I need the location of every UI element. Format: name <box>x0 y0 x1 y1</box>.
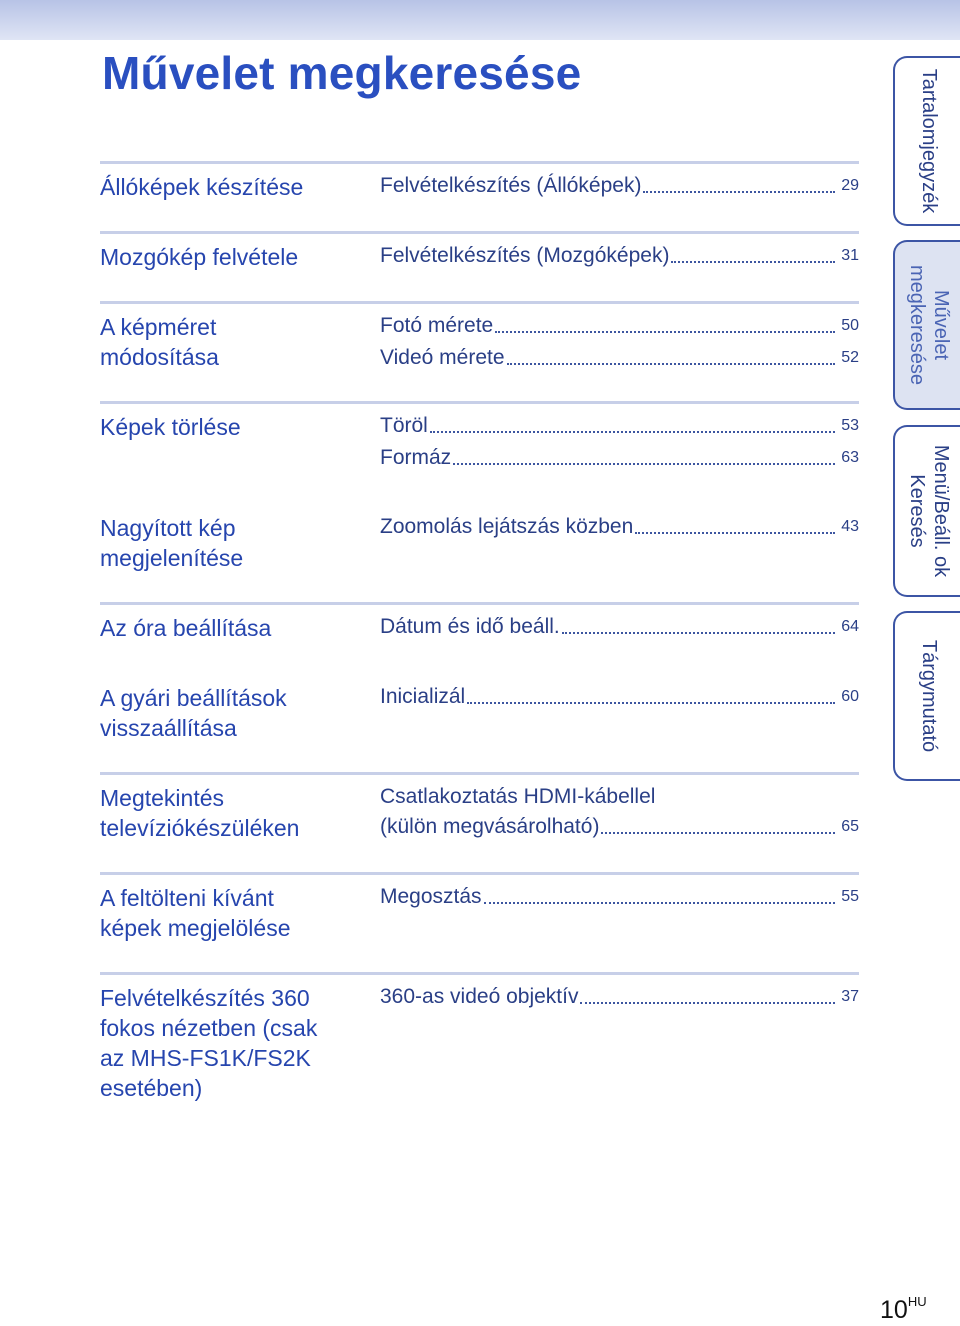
tab-table-of-contents[interactable] <box>893 56 960 226</box>
page-language-suffix: HU <box>907 1294 927 1309</box>
entry-label[interactable]: Dátum és idő beáll. <box>380 615 560 638</box>
section-heading <box>100 412 365 442</box>
entry-label[interactable]: Inicializál <box>380 685 466 708</box>
section-heading-line: megjelenítése <box>100 545 244 571</box>
section-360 <box>100 972 859 1115</box>
entry-label[interactable]: Zoomolás lejátszás közben <box>380 515 634 538</box>
tab-label-line: Menü/Beáll. ok <box>929 444 952 578</box>
toc-entry[interactable] <box>380 343 859 373</box>
entry-label[interactable]: Fotó mérete <box>380 314 494 337</box>
leader-dots <box>643 191 835 193</box>
entry-label-row <box>380 812 859 842</box>
entry-page[interactable]: 52 <box>841 349 859 366</box>
tab-label <box>905 265 953 385</box>
toc-entry[interactable] <box>380 311 859 341</box>
section-reset <box>100 672 859 775</box>
entry-page[interactable]: 43 <box>841 518 859 535</box>
section-heading-line: Nagyított kép <box>100 515 236 541</box>
section-heading-line: Mozgókép felvétele <box>100 244 299 270</box>
entry-label[interactable]: Felvételkészítés (Állóképek) <box>380 174 642 197</box>
section-heading-line: Állóképek készítése <box>100 174 304 200</box>
leader-dots <box>507 363 836 365</box>
entry-label[interactable]: Megosztás <box>380 885 482 908</box>
leader-dots <box>453 463 835 465</box>
toc-entry[interactable] <box>380 982 859 1012</box>
tab-label-line: megkeresése <box>905 264 928 386</box>
entry-page[interactable]: 37 <box>841 988 859 1005</box>
section-heading <box>100 683 365 743</box>
tab-label <box>917 69 941 214</box>
entry-page[interactable]: 60 <box>841 688 859 705</box>
section-zoom <box>100 502 859 605</box>
section-heading <box>100 513 365 573</box>
leader-dots <box>635 532 835 534</box>
tab-menu-settings-search[interactable] <box>893 425 960 597</box>
section-heading <box>100 172 365 202</box>
section-share <box>100 872 859 975</box>
leader-dots <box>467 702 835 704</box>
section-heading <box>100 613 365 643</box>
leader-dots <box>484 902 836 904</box>
entry-page[interactable]: 53 <box>841 417 859 434</box>
section-heading-line: Képek törlése <box>100 414 241 440</box>
entry-page[interactable]: 63 <box>841 449 859 466</box>
section-heading-line: Az óra beállítása <box>100 615 272 641</box>
entry-label[interactable]: Felvételkészítés (Mozgóképek) <box>380 244 670 267</box>
section-heading-line: A gyári beállítások <box>100 685 287 711</box>
section-heading <box>100 883 365 943</box>
toc-entry[interactable] <box>380 171 859 201</box>
leader-dots <box>430 431 835 433</box>
section-heading-line: Megtekintés <box>100 785 225 811</box>
tab-label-line: Keresés <box>905 474 928 548</box>
section-heading-line: A képméret <box>100 314 217 340</box>
section-heading-line: esetében) <box>100 1075 203 1101</box>
page-number <box>880 1294 927 1325</box>
section-heading <box>100 242 365 272</box>
tab-label <box>917 640 941 752</box>
leader-dots <box>580 1002 835 1004</box>
tab-label-line: Tartalomjegyzék <box>917 68 940 214</box>
entry-page[interactable]: 50 <box>841 317 859 334</box>
entry-page[interactable]: 29 <box>841 177 859 194</box>
section-heading-line: módosítása <box>100 344 219 370</box>
entry-label[interactable]: Töröl <box>380 414 428 437</box>
leader-dots <box>601 832 835 834</box>
tab-label <box>905 445 953 577</box>
tab-label-line: Művelet <box>929 289 952 361</box>
toc-entry[interactable] <box>380 443 859 473</box>
toc-entry[interactable] <box>380 512 859 542</box>
entry-label-group <box>380 782 859 842</box>
entry-page[interactable]: 55 <box>841 888 859 905</box>
top-color-band <box>0 0 960 40</box>
entry-label[interactable]: Formáz <box>380 446 452 469</box>
section-heading <box>100 312 365 372</box>
entry-page[interactable]: 64 <box>841 618 859 635</box>
toc-entry[interactable] <box>380 882 859 912</box>
entry-label-cont[interactable]: (külön megvásárolható) <box>380 815 600 838</box>
entry-page[interactable]: 65 <box>841 818 859 835</box>
entry-label[interactable]: Videó mérete <box>380 346 505 369</box>
section-heading <box>100 983 365 1103</box>
section-tv <box>100 772 859 875</box>
entry-page[interactable]: 31 <box>841 247 859 264</box>
section-heading <box>100 783 365 843</box>
leader-dots <box>495 331 835 333</box>
section-heading-line: visszaállítása <box>100 715 237 741</box>
section-delete <box>100 401 859 502</box>
section-image-size <box>100 301 859 402</box>
entry-label[interactable]: 360-as videó objektív <box>380 985 579 1008</box>
toc-entry[interactable] <box>380 411 859 441</box>
tab-label-line: Tárgymutató <box>917 639 940 753</box>
section-heading-line: fokos nézetben (csak <box>100 1015 318 1041</box>
section-movie <box>100 231 859 302</box>
tab-index[interactable] <box>893 611 960 781</box>
toc-entry[interactable] <box>380 682 859 712</box>
leader-dots <box>562 632 835 634</box>
tab-operation-search[interactable] <box>893 240 960 410</box>
section-clock <box>100 602 859 673</box>
section-heading-line: az MHS-FS1K/FS2K <box>100 1045 311 1071</box>
page-title: Művelet megkeresése <box>102 47 582 99</box>
section-heading-line: televíziókészüléken <box>100 815 300 841</box>
toc-entry[interactable] <box>380 782 859 842</box>
section-heading-line: A feltölteni kívánt <box>100 885 274 911</box>
section-heading-line: képek megjelölése <box>100 915 291 941</box>
leader-dots <box>671 261 835 263</box>
page-number-value: 10 <box>880 1296 908 1324</box>
toc-entry[interactable] <box>380 612 859 642</box>
section-still-images <box>100 161 859 232</box>
section-heading-line: Felvételkészítés 360 <box>100 985 310 1011</box>
toc-entry[interactable] <box>380 241 859 271</box>
entry-label[interactable]: Csatlakoztatás HDMI-kábellel <box>380 785 656 808</box>
